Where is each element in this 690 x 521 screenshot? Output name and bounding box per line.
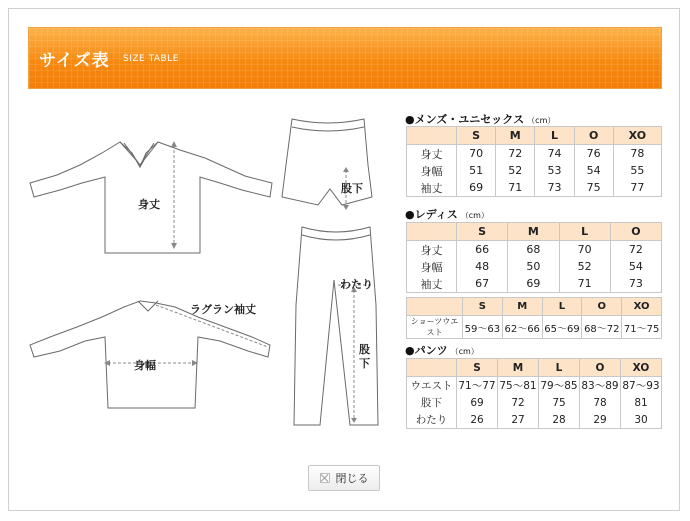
table-cell: 53 xyxy=(535,162,574,179)
garment-drawings xyxy=(20,105,400,435)
table-cell: 75〜81 xyxy=(498,377,539,395)
shirt-raglan-drawing xyxy=(30,301,270,408)
table-cell: 69 xyxy=(508,275,559,293)
table-cell: O xyxy=(610,223,661,241)
table-row xyxy=(407,258,662,275)
table-cell: M xyxy=(508,223,559,241)
mens-section-title xyxy=(405,111,555,127)
table-cell: 65〜69 xyxy=(542,316,582,339)
table-cell: 50 xyxy=(508,258,559,275)
table-cell: O xyxy=(574,127,613,145)
table-cell: 75 xyxy=(539,394,580,411)
table-cell: M xyxy=(498,359,539,377)
table-cell: 52 xyxy=(496,162,535,179)
table-cell: L xyxy=(559,223,610,241)
page-title: サイズ表 xyxy=(39,51,110,71)
table-cell: S xyxy=(463,298,503,316)
label-shirt-length: 身丈 xyxy=(138,198,160,211)
table-cell: 68 xyxy=(508,241,559,259)
table-cell: S xyxy=(457,127,496,145)
table-cell: XO xyxy=(621,359,662,377)
table-cell: XO xyxy=(613,127,661,145)
close-button[interactable] xyxy=(308,465,380,491)
row-label: わたり xyxy=(407,411,457,429)
table-cell: 71〜77 xyxy=(457,377,498,395)
table-cell: 71〜75 xyxy=(622,316,662,339)
row-label: 袖丈 xyxy=(407,179,457,197)
table-cell: 69 xyxy=(457,179,496,197)
table-cell: 29 xyxy=(580,411,621,429)
table-cell: 71 xyxy=(559,275,610,293)
table-cell: L xyxy=(539,359,580,377)
ladies-section-title xyxy=(405,206,489,222)
label-shirt-width: 身幅 xyxy=(134,359,156,372)
mens-title-text: ●メンズ・ユニセックス xyxy=(405,113,525,126)
table-cell: 51 xyxy=(457,162,496,179)
table-cell: 54 xyxy=(574,162,613,179)
table-cell xyxy=(407,359,457,377)
table-row xyxy=(407,359,662,377)
table-cell: 54 xyxy=(610,258,661,275)
pants-section-title xyxy=(405,342,479,358)
table-row xyxy=(407,223,662,241)
table-cell: 71 xyxy=(496,179,535,197)
row-label: ウエスト xyxy=(407,377,457,395)
mens-unit: （cm） xyxy=(527,116,556,125)
label-raglan-sleeve: ラグラン袖丈 xyxy=(190,303,256,316)
pants-drawing xyxy=(294,227,378,425)
close-icon xyxy=(320,473,330,483)
table-cell xyxy=(407,127,457,145)
table-cell: 77 xyxy=(613,179,661,197)
label-pants-inseam-top: 股 xyxy=(359,343,370,356)
table-row xyxy=(407,145,662,163)
table-cell: 72 xyxy=(498,394,539,411)
table-cell: 73 xyxy=(610,275,661,293)
table-cell: 27 xyxy=(498,411,539,429)
row-label: 袖丈 xyxy=(407,275,457,293)
table-cell: 79〜85 xyxy=(539,377,580,395)
table-cell: 68〜72 xyxy=(582,316,622,339)
table-cell: 73 xyxy=(535,179,574,197)
table-cell: 52 xyxy=(559,258,610,275)
row-label: 股下 xyxy=(407,394,457,411)
table-cell: 83〜89 xyxy=(580,377,621,395)
row-label: 身幅 xyxy=(407,258,457,275)
table-cell: 81 xyxy=(621,394,662,411)
table-row xyxy=(407,316,662,339)
table-cell: 69 xyxy=(457,394,498,411)
table-cell: 59〜63 xyxy=(463,316,503,339)
table-cell xyxy=(407,298,463,316)
row-label: 身幅 xyxy=(407,162,457,179)
table-cell: 30 xyxy=(621,411,662,429)
table-cell: 70 xyxy=(559,241,610,259)
table-cell: O xyxy=(582,298,622,316)
table-cell: L xyxy=(542,298,582,316)
table-row xyxy=(407,241,662,259)
table-cell: 74 xyxy=(535,145,574,163)
close-button-label: 閉じる xyxy=(335,472,369,485)
shorts-size-table xyxy=(406,297,662,339)
ladies-size-table xyxy=(406,222,662,293)
table-cell: 75 xyxy=(574,179,613,197)
table-cell: 78 xyxy=(580,394,621,411)
pants-unit: （cm） xyxy=(450,347,479,356)
table-cell: 70 xyxy=(457,145,496,163)
table-cell: S xyxy=(457,359,498,377)
table-row xyxy=(407,179,662,197)
garment-illustrations xyxy=(20,105,400,435)
table-cell: M xyxy=(502,298,542,316)
table-cell: 72 xyxy=(496,145,535,163)
table-cell: O xyxy=(580,359,621,377)
table-cell: 28 xyxy=(539,411,580,429)
table-cell: M xyxy=(496,127,535,145)
ladies-title-text: ●レディス xyxy=(405,208,458,221)
table-cell: L xyxy=(535,127,574,145)
table-cell: 76 xyxy=(574,145,613,163)
pants-title-text: ●パンツ xyxy=(405,344,448,357)
label-pants-thigh: わたり xyxy=(340,278,373,291)
header-banner xyxy=(28,27,662,89)
table-cell: XO xyxy=(622,298,662,316)
row-label: ショーツウエスト xyxy=(407,316,463,339)
table-cell: 55 xyxy=(613,162,661,179)
table-row xyxy=(407,127,662,145)
table-cell: S xyxy=(457,223,508,241)
row-label: 身丈 xyxy=(407,145,457,163)
table-cell: 67 xyxy=(457,275,508,293)
pants-size-table xyxy=(406,358,662,429)
page-subtitle: SIZE TABLE xyxy=(123,54,179,64)
row-label: 身丈 xyxy=(407,241,457,259)
table-cell xyxy=(407,223,457,241)
table-row xyxy=(407,377,662,395)
table-row xyxy=(407,275,662,293)
label-shorts-inseam: 股下 xyxy=(341,182,363,195)
table-cell: 72 xyxy=(610,241,661,259)
table-row xyxy=(407,162,662,179)
table-cell: 66 xyxy=(457,241,508,259)
mens-size-table xyxy=(406,126,662,197)
table-cell: 78 xyxy=(613,145,661,163)
table-cell: 62〜66 xyxy=(502,316,542,339)
table-row xyxy=(407,298,662,316)
table-cell: 87〜93 xyxy=(621,377,662,395)
table-row xyxy=(407,411,662,429)
table-row xyxy=(407,394,662,411)
label-pants-inseam-bottom: 下 xyxy=(359,357,370,370)
table-cell: 26 xyxy=(457,411,498,429)
ladies-unit: （cm） xyxy=(460,211,489,220)
table-cell: 48 xyxy=(457,258,508,275)
